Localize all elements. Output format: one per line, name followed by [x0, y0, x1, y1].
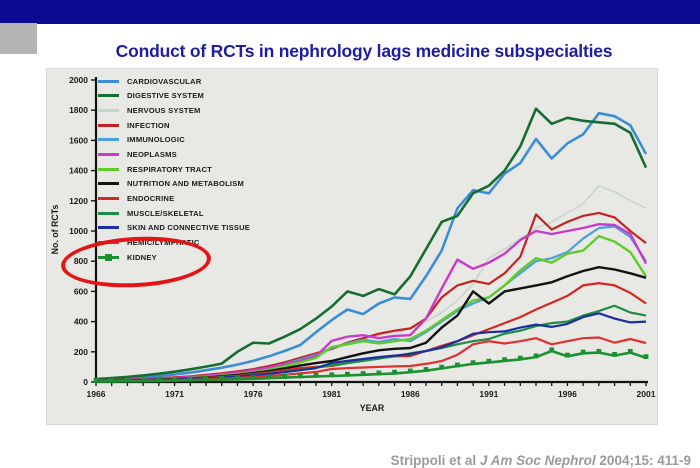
- y-tick-label: 400: [73, 316, 88, 327]
- legend-label-kidney: KIDNEY: [127, 252, 157, 262]
- legend-label-neoplasms: NEOPLASMS: [127, 150, 177, 160]
- legend-item-respiratory-tract: [98, 162, 358, 177]
- series-marker-kidney: [314, 373, 319, 378]
- legend-label-cardiovascular: CARDIOVASCULAR: [127, 76, 202, 86]
- y-tick-label: 1800: [69, 105, 88, 116]
- series-marker-kidney: [172, 377, 177, 382]
- series-marker-kidney: [534, 353, 539, 358]
- y-tick-label: 1000: [69, 226, 88, 236]
- x-axis-title: YEAR: [359, 403, 385, 413]
- x-tick-label: 1986: [400, 389, 420, 399]
- y-tick-label: 200: [73, 346, 88, 357]
- y-tick-label: 2000: [69, 75, 88, 85]
- x-tick-label: 1991: [479, 389, 499, 399]
- series-marker-kidney: [282, 374, 287, 379]
- series-marker-kidney: [188, 377, 193, 382]
- series-marker-kidney: [204, 376, 209, 381]
- x-tick-label: 1976: [243, 389, 263, 399]
- x-tick-label: 1971: [165, 389, 185, 399]
- x-tick-label: 1981: [322, 389, 342, 399]
- legend-label-endocrine: ENDOCRINE: [127, 193, 175, 203]
- legend-label-digestive-system: DIGESTIVE SYSTEM: [127, 91, 205, 101]
- series-marker-kidney: [94, 378, 99, 383]
- series-marker-kidney: [471, 360, 476, 365]
- series-marker-kidney: [612, 352, 617, 357]
- series-marker-kidney: [455, 363, 460, 368]
- legend-item-neoplasms: [98, 147, 358, 162]
- y-tick-label: 1400: [69, 165, 88, 176]
- legend-item-nervous-system: [98, 103, 358, 118]
- x-tick-label: 1996: [557, 389, 577, 399]
- series-marker-kidney: [141, 377, 146, 382]
- series-marker-kidney: [125, 378, 130, 383]
- y-tick-label: 1600: [69, 135, 88, 146]
- series-marker-kidney: [424, 367, 429, 372]
- legend-swatch-nervous-system: [98, 109, 119, 112]
- legend-label-nutrition-and-metabolism: NUTRITION AND METABOLISM: [127, 179, 245, 189]
- x-tick-label: 1966: [86, 389, 106, 399]
- series-marker-kidney: [581, 350, 586, 355]
- series-marker-kidney: [361, 371, 366, 376]
- header-bar: [0, 0, 700, 24]
- citation-authors: Strippoli et al: [390, 452, 480, 468]
- legend-swatch-respiratory-tract: [98, 168, 119, 171]
- series-marker-kidney: [518, 356, 523, 361]
- series-marker-kidney: [549, 347, 554, 352]
- series-marker-kidney: [486, 359, 491, 364]
- series-marker-kidney: [502, 357, 507, 362]
- series-marker-kidney: [408, 369, 413, 374]
- legend-label-skin-and-connective-tissue: SKIN AND CONNECTIVE TISSUE: [127, 223, 251, 233]
- series-marker-kidney: [628, 349, 633, 354]
- series-marker-kidney: [298, 373, 303, 378]
- legend-label-hemic-lymphatic: HEMIC/LYMPHATIC: [127, 237, 200, 247]
- legend-swatch-neoplasms: [98, 153, 119, 156]
- series-marker-kidney: [251, 375, 256, 380]
- series-marker-kidney: [266, 375, 271, 380]
- legend-item-nutrition-and-metabolism: [98, 176, 358, 191]
- series-marker-kidney: [565, 353, 570, 358]
- legend-item-cardiovascular: [98, 74, 358, 89]
- legend-swatch-endocrine: [98, 197, 119, 200]
- legend-item-muscle-skeletal: [98, 206, 358, 221]
- series-marker-kidney: [392, 370, 397, 375]
- y-tick-label: 0: [83, 377, 88, 387]
- chart-legend: [98, 74, 358, 264]
- series-marker-kidney: [345, 372, 350, 377]
- legend-swatch-immunologic: [98, 138, 119, 141]
- legend-swatch-infection: [98, 124, 119, 127]
- x-tick-label: 2001: [636, 389, 656, 399]
- y-tick-label: 800: [73, 256, 88, 267]
- chart-panel: [46, 68, 658, 425]
- series-marker-kidney: [109, 378, 114, 383]
- series-marker-kidney: [439, 365, 444, 370]
- legend-item-skin-and-connective-tissue: [98, 220, 358, 235]
- y-axis-title: No. of RCTs: [50, 204, 60, 255]
- legend-label-muscle-skeletal: MUSCLE/SKELETAL: [127, 208, 204, 218]
- series-marker-kidney: [219, 376, 224, 381]
- legend-label-immunologic: IMMUNOLOGIC: [127, 135, 185, 145]
- citation: [391, 453, 691, 468]
- legend-label-infection: INFECTION: [127, 120, 170, 130]
- series-marker-kidney: [329, 372, 334, 377]
- series-marker-kidney: [376, 371, 381, 376]
- legend-item-digestive-system: [98, 89, 358, 104]
- series-marker-kidney: [235, 376, 240, 381]
- series-marker-kidney: [596, 349, 601, 354]
- y-tick-label: 600: [73, 286, 88, 297]
- citation-volume-pages: 2004;15: 411-9: [595, 452, 691, 468]
- legend-item-immunologic: [98, 133, 358, 148]
- series-marker-kidney: [156, 377, 161, 382]
- legend-swatch-muscle-skeletal: [98, 212, 119, 215]
- legend-swatch-digestive-system: [98, 94, 119, 97]
- legend-item-endocrine: [98, 191, 358, 206]
- citation-journal: J Am Soc Nephrol: [479, 452, 596, 468]
- legend-label-respiratory-tract: RESPIRATORY TRACT: [127, 164, 212, 174]
- legend-label-nervous-system: NERVOUS SYSTEM: [127, 106, 201, 116]
- legend-swatch-skin-and-connective-tissue: [98, 226, 119, 229]
- legend-swatch-cardiovascular: [98, 80, 119, 83]
- y-tick-label: 1200: [69, 195, 88, 206]
- series-marker-kidney: [644, 354, 649, 359]
- slide-title: Conduct of RCTs in nephrology lags medicine subspecialties: [115, 40, 613, 61]
- legend-item-infection: [98, 118, 358, 133]
- legend-swatch-nutrition-and-metabolism: [98, 182, 119, 185]
